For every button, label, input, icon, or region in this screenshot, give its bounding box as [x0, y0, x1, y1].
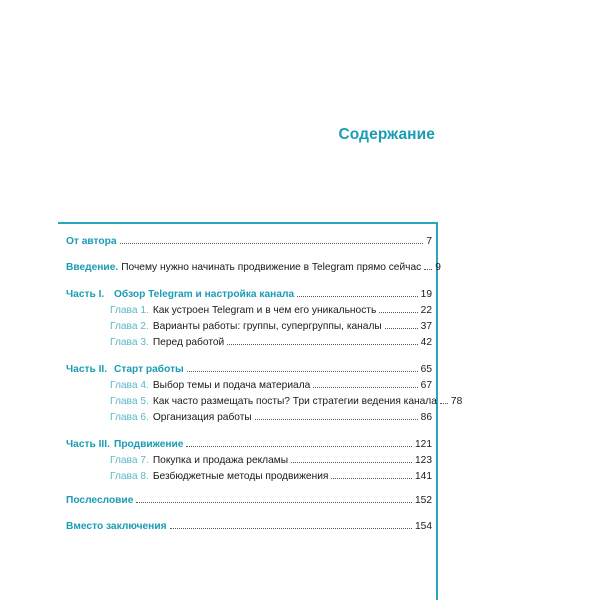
toc-chapter-label: Глава 1.: [110, 305, 149, 316]
toc-chapter-label: Глава 2.: [110, 321, 149, 332]
toc-entry-chapter-1[interactable]: [110, 303, 432, 317]
toc-chapter-label: Глава 5.: [110, 396, 149, 407]
toc-chapter-title: Варианты работы: группы, супергруппы, каналы: [152, 321, 382, 332]
toc-entry-introduction[interactable]: [66, 260, 441, 274]
toc-part-label: Часть III.: [66, 439, 110, 450]
toc-leader: [385, 319, 418, 329]
toc-leader: [379, 303, 417, 313]
toc-chapter-title: Покупка и продажа рекламы: [152, 455, 289, 466]
toc-entry-chapter-5[interactable]: [110, 394, 463, 408]
toc-page-number: 9: [435, 262, 441, 273]
toc-entry-chapter-2[interactable]: [110, 319, 432, 333]
toc-page-number: 154: [415, 521, 432, 532]
toc-leader: [424, 260, 432, 270]
toc-entry-chapter-6[interactable]: [110, 410, 432, 424]
toc-leader: [186, 437, 412, 447]
toc-leader: [170, 519, 412, 529]
toc-entry-chapter-7[interactable]: [110, 453, 432, 467]
toc-part-title: Старт работы: [114, 364, 184, 375]
toc-entry-part-1[interactable]: [66, 287, 432, 301]
toc-part-label: Часть I.: [66, 289, 105, 300]
toc-page-number: 86: [420, 412, 432, 423]
toc-chapter-label: Глава 6.: [110, 412, 149, 423]
toc-leader: [120, 234, 424, 244]
toc-page-number: 42: [420, 337, 432, 348]
toc-chapter-title: Как часто размещать посты? Три стратегии ведения канала: [152, 396, 437, 407]
toc-entry-title: От автора: [66, 236, 117, 247]
toc-chapter-title: Перед работой: [152, 337, 225, 348]
toc-entry-part-3[interactable]: [66, 437, 432, 451]
toc-part-title: Продвижение: [114, 439, 184, 450]
toc-page-number: 141: [415, 471, 432, 482]
toc-page-number: 121: [415, 439, 432, 450]
toc-leader: [187, 362, 418, 372]
toc-entry-chapter-3[interactable]: [110, 335, 432, 349]
toc-leader: [297, 287, 418, 297]
toc-leader: [136, 493, 412, 503]
toc-entry-part-2[interactable]: [66, 362, 432, 376]
toc-entry-instead-of-conclusion[interactable]: [66, 519, 432, 533]
toc-leader: [440, 394, 448, 404]
toc-entry-from-author[interactable]: [66, 234, 432, 248]
toc-chapter-label: Глава 4.: [110, 380, 149, 391]
toc-page-number: 78: [450, 396, 463, 407]
page-title: Содержание: [338, 126, 435, 143]
toc-part-label: Часть II.: [66, 364, 108, 375]
toc-entry-chapter-8[interactable]: [110, 469, 432, 483]
toc-page-number: 152: [415, 495, 432, 506]
toc-chapter-label: Глава 7.: [110, 455, 149, 466]
toc-entry-chapter-4[interactable]: [110, 378, 432, 392]
toc-chapter-title: Безбюджетные методы продвижения: [152, 471, 329, 482]
toc-leader: [227, 335, 417, 345]
toc-entry-title: Почему нужно начинать продвижение в Telegram прямо сейчас: [121, 262, 422, 273]
toc-part-title: Обзор Telegram и настройка канала: [114, 289, 295, 300]
toc-chapter-label: Глава 8.: [110, 471, 149, 482]
toc-chapter-title: Как устроен Telegram и в чем его уникальность: [152, 305, 377, 316]
toc-chapter-title: Организация работы: [152, 412, 252, 423]
toc-entry-label: Введение.: [66, 262, 119, 273]
toc-page-number: 123: [415, 455, 432, 466]
toc-page-number: 7: [426, 236, 432, 247]
toc-page-number: 19: [420, 289, 432, 300]
toc-leader: [313, 378, 417, 388]
toc-entry-title: Послесловие: [66, 495, 134, 506]
toc-leader: [255, 410, 418, 420]
toc-page-number: 37: [420, 321, 432, 332]
toc-page-number: 22: [420, 305, 432, 316]
toc-chapter-label: Глава 3.: [110, 337, 149, 348]
toc-page-number: 67: [420, 380, 432, 391]
toc-entry-afterword[interactable]: [66, 493, 432, 507]
toc-leader: [331, 469, 412, 479]
toc-chapter-title: Выбор темы и подача материала: [152, 380, 311, 391]
toc-page-number: 65: [420, 364, 432, 375]
toc-entry-title: Вместо заключения: [66, 521, 167, 532]
toc-leader: [291, 453, 412, 463]
